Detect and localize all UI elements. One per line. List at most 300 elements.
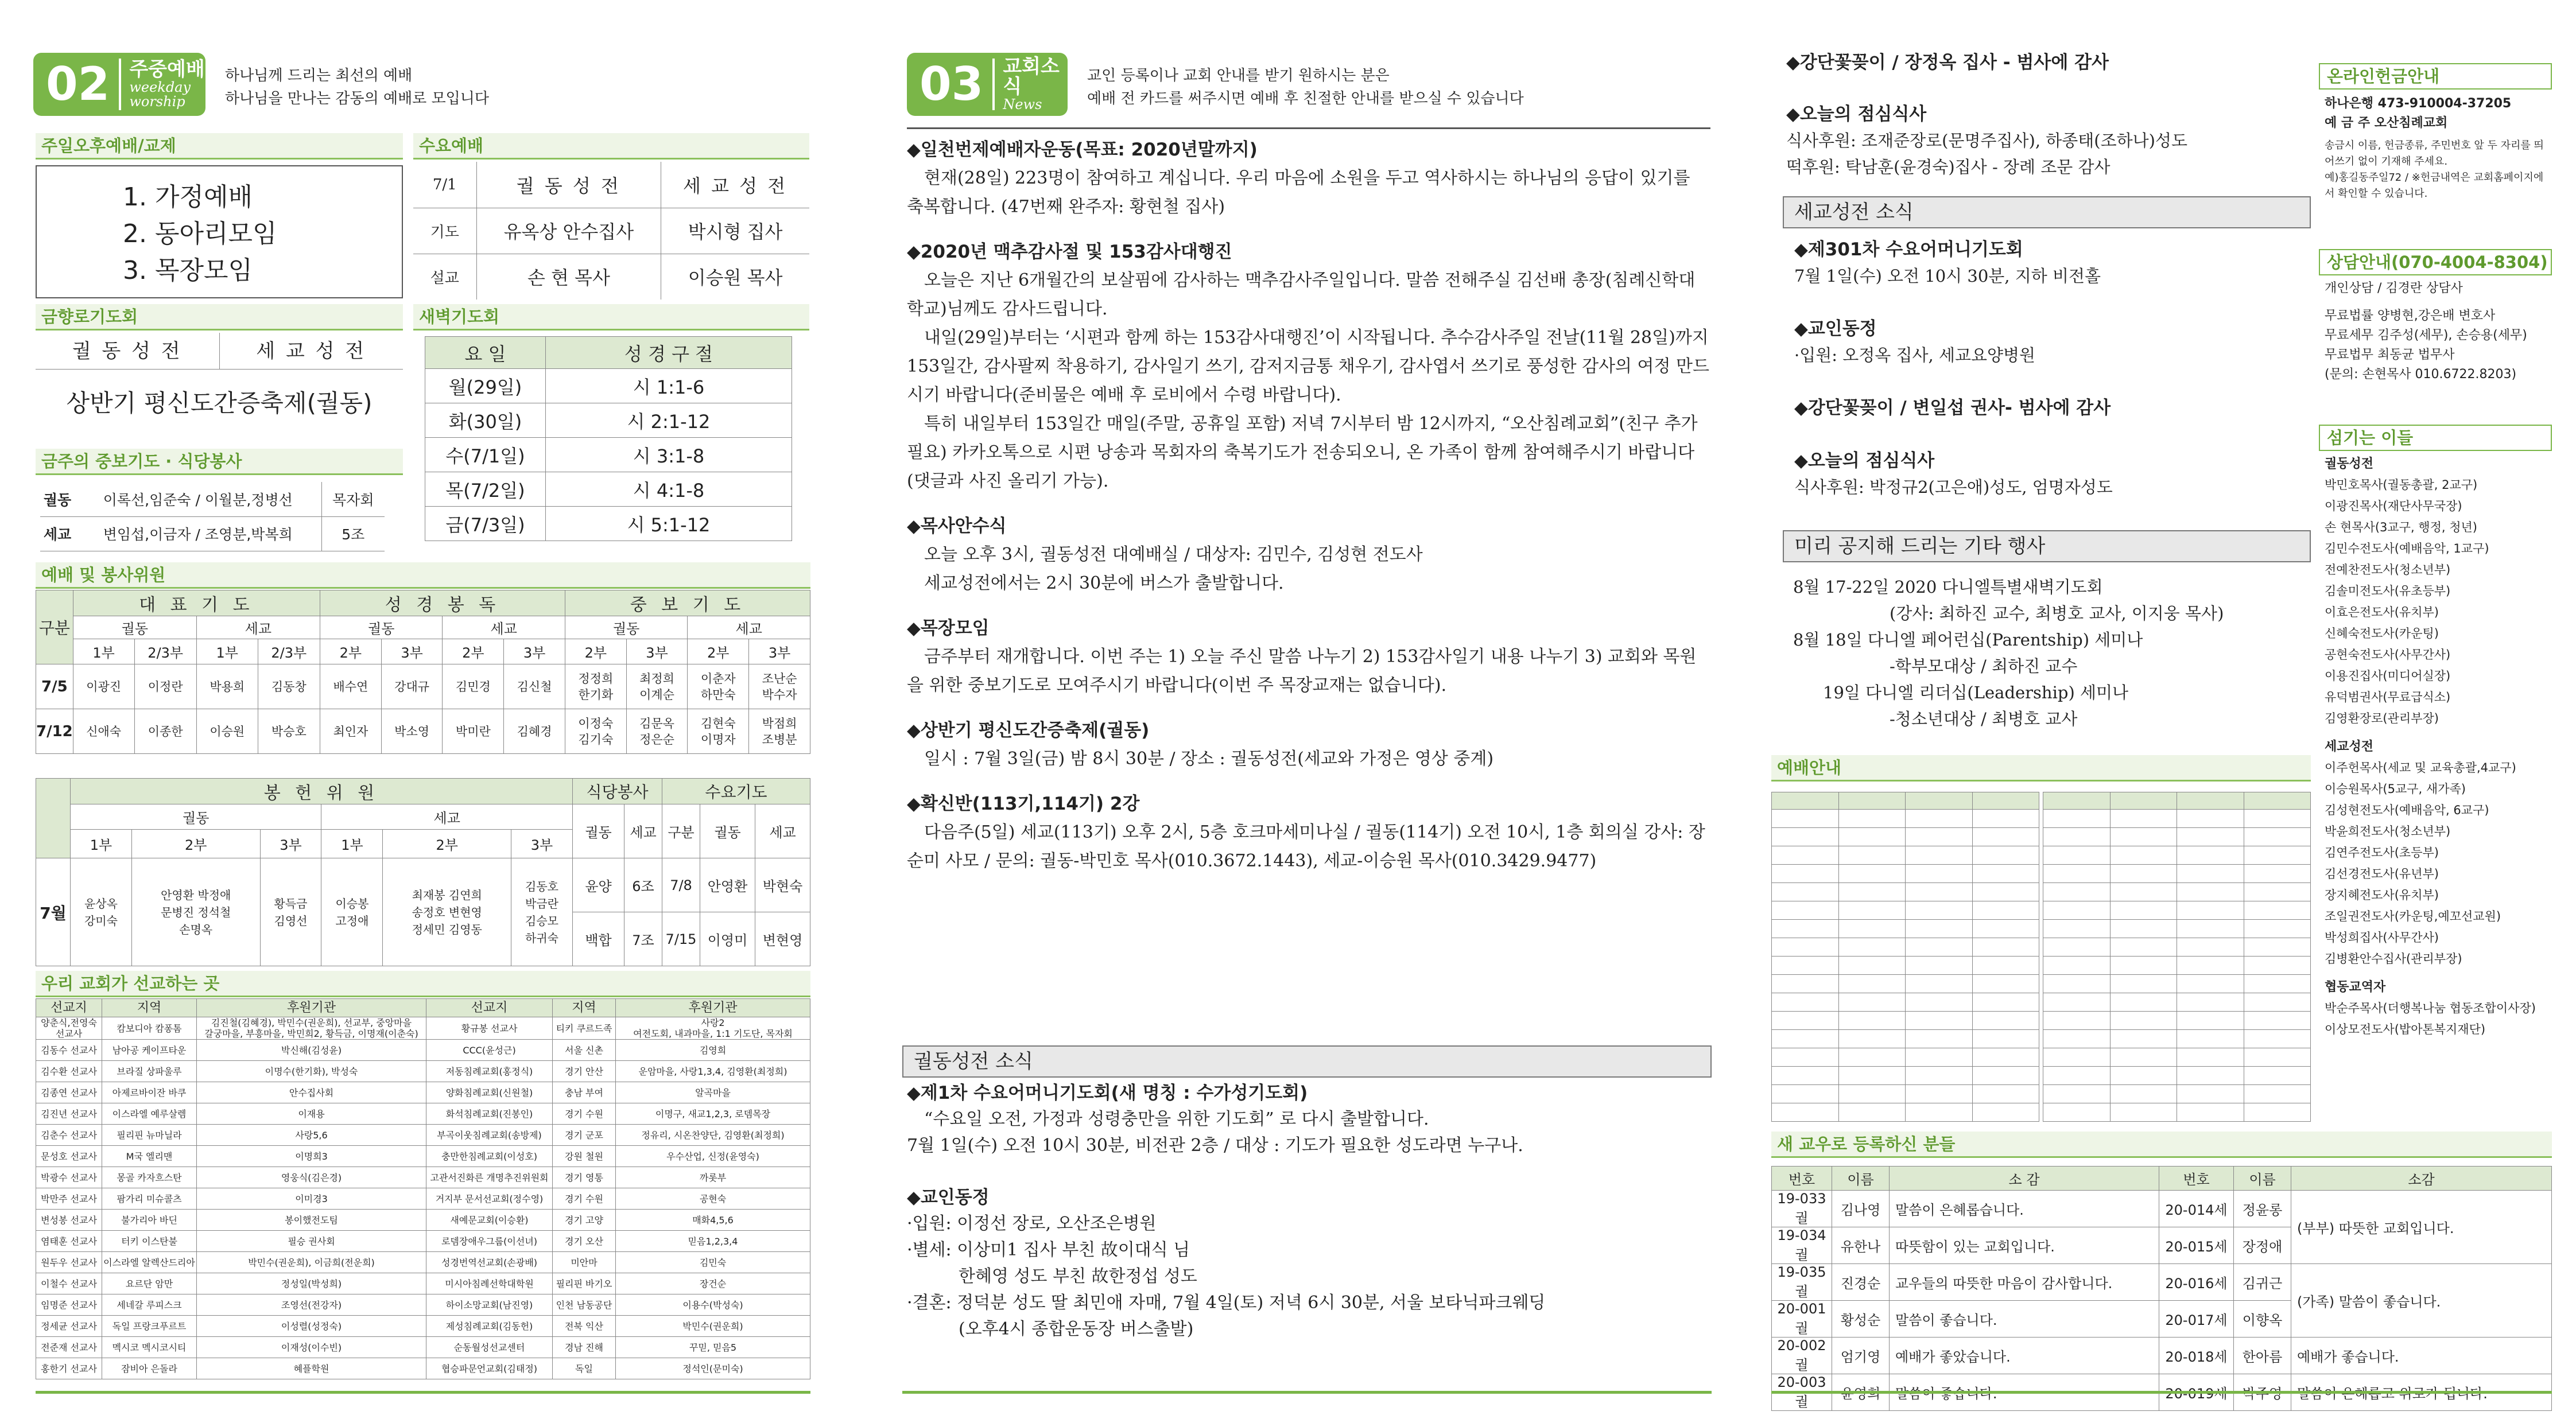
mission-cell: 이재성(이수빈) [197,1337,426,1358]
guide-cell [1772,846,1839,865]
news-title: ◆2020년 맥추감사절 및 153감사대행진 [907,242,1232,262]
svc-part: 3부 [504,639,565,664]
guide-cell [1972,1085,2039,1103]
guide-cell [2110,1048,2177,1067]
guide-cell [1906,901,1973,920]
meal-cell: 7조 [624,912,662,966]
guide-cell [2043,1085,2111,1103]
news-item [907,512,1710,598]
staff-member: 이광진목사(재단사무국장) [2325,499,2462,513]
mission-cell: 이명희3 [197,1146,426,1167]
online-offering-head: 온라인헌금안내 [2319,63,2552,90]
mission-cell: 미시아침례선학대학원 [426,1273,553,1294]
intro-line: 교인 등록이나 교회 안내를 받기 원하시는 분은 [1087,67,1390,84]
table-row [36,1210,810,1231]
mission-cell: 이용수(박성숙) [616,1294,810,1316]
newmember-cell: 20-015세 [2159,1227,2234,1264]
news-title: ◆목장모임 [907,618,990,639]
staff-member: 김성현전도사(예배음악, 6교구) [2325,803,2489,817]
mission-cell: 김종연 선교사 [36,1082,102,1103]
guide-cell [2177,1067,2244,1085]
table-row [36,1316,810,1337]
wedprayer-date: 7/8 [662,858,700,912]
guide-cell [2043,901,2111,920]
mission-cell: 터키 이스탄불 [102,1231,197,1252]
guide-cell [1906,846,1973,865]
news-text: 7월 1일(수) 오전 10시 30분, 지하 비전홀 [1794,266,2101,286]
mission-cell: 경기 수원 [553,1188,616,1210]
news-title: ◆제301차 수요어머니기도회 [1794,239,2023,260]
mission-cell: 꾸믿, 믿음5 [616,1337,810,1358]
guide-cell [2110,993,2177,1012]
news-text: “수요일 오전, 가정과 성령충만을 위한 기도회” 로 다시 출발합니다. [924,1109,1429,1129]
newmember-note: (부부) 따뜻한 교회입니다. [2291,1191,2552,1264]
guide-cell [1772,792,1839,810]
mission-cell: 고관서진화른 개명추진위원회 [426,1167,553,1188]
guide-cell [1906,1030,1973,1048]
table-row [36,1082,810,1103]
mission-cell: 이스라엘 예루살렘 [102,1103,197,1125]
mission-cell: 남아공 케이프타운 [102,1040,197,1061]
table-row [36,1040,810,1061]
guide-row [1772,938,2039,957]
guide-cell [1772,1048,1839,1067]
guide-cell [2177,938,2244,957]
staff-group: 세교성전 [2325,740,2374,754]
offering-month: 7월 [36,858,71,966]
mission-cell: 충만한침례교회(이성호) [426,1146,553,1167]
mission-cell: 염태훈 선교사 [36,1231,102,1252]
guide-cell [1906,1048,1973,1067]
staff-member: 이주헌목사(세교 및 교육총괄,4교구) [2325,761,2516,775]
consult-info [2325,279,2548,384]
guide-cell [2177,993,2244,1012]
svc-head: 중 보 기 도 [565,590,810,616]
guide-cell [1772,920,1839,938]
news-title: ◆오늘의 점심식사 [1794,450,1935,471]
sunday-box [36,165,403,298]
svc-subhead: 세교 [321,804,573,830]
guide-row [2043,828,2311,846]
online-offering [2325,94,2548,202]
guide-row [2043,993,2311,1012]
mission-cell: 김수환 선교사 [36,1061,102,1082]
bank-account: 하나은행 473-910004-37205 [2325,96,2512,111]
svc-name: 배수연 [320,664,382,709]
guide-cell [1972,1030,2039,1048]
news-title: ◆상반기 평신도간증축제(궐동) [907,720,1150,741]
svc-name: 정정희 한기화 [565,664,626,709]
guide-cell [2177,883,2244,901]
mission-cell: 독일 [553,1358,616,1379]
staff-member: 김영환장로(관리부장) [2325,711,2439,725]
section-number: 02 [33,59,121,110]
newmembers-head: 새 교우로 등록하신 분들 [1771,1132,2552,1158]
guide-cell [2244,975,2311,993]
mission-cell: M국 엘리맨 [102,1146,197,1167]
mission-head: 우리 교회가 선교하는 곳 [36,971,810,997]
guide-cell [1906,792,1973,810]
mission-cell: 까롯부 [616,1167,810,1188]
prayer-site: 세교 [43,526,72,543]
guide-cell [1838,828,1906,846]
svc-part: 2부 [131,830,260,858]
mission-cell: 서울 신촌 [553,1040,616,1061]
guide-cell [2110,901,2177,920]
intro-line: 하나님을 만나는 감동의 예배로 모입니다 [225,90,490,107]
news-text: 식사후원: 박정규2(고은애)성도, 엄명자성도 [1794,477,2113,497]
staff-member: 손 현목사(3교구, 행정, 청년) [2325,520,2477,534]
gwondong-news [907,1080,1710,1343]
svc-name: 김현숙 이명자 [688,709,749,754]
svc-name: 최인자 [320,709,382,754]
guide-cell [1972,901,2039,920]
guide-cell [2043,883,2111,901]
offering-names: 안영환 박정애 문병진 정석철 손명옥 [131,858,260,966]
mission-cell: 박민수(권운희), 이금희(전운희) [197,1252,426,1273]
svc-name: 김동창 [258,664,320,709]
mission-cell: 이재용 [197,1103,426,1125]
flower-note: ◆강단꽃꽂이 / 변일섭 권사- 범사에 감사 [1794,398,2111,418]
wedprayer-cell: 이영미 [700,912,755,966]
staff-member: 이효은전도사(유치부) [2325,605,2439,619]
preview-line: 8월 18일 다니엘 페어런십(Parentship) 세미나 [1793,630,2143,650]
guide-cell [1838,975,1906,993]
newmember-cell: 19-035궐 [1772,1264,1832,1301]
mission-cell: 강원 철원 [553,1146,616,1167]
guide-cell [1906,975,1973,993]
svc-name: 신애숙 [73,709,134,754]
section-badge-02 [33,53,205,116]
news-text: 금주부터 재개합니다. 이번 주는 1) 오늘 주신 말씀 나누기 2) 153감사일기 내용 나누기 3) 교회와 목원을 위한 중보기도로 모여주시기 바랍니다(이번 주 목장교재는 없습니다). [907,647,1697,695]
mission-cell: 김진철(김혜경), 박민수(권운희), 선교부, 중앙마을 갈궁마을, 부흥마을, 박민희2, 황득금, 이명재(이춘숙) [197,1017,426,1040]
guide-row [1772,975,2039,993]
newmember-cell: 예배가 좋았습니다. [1890,1338,2159,1374]
newmember-cell: 20-001궐 [1772,1301,1832,1338]
guide-cell [1772,828,1839,846]
newmember-cell: 황성순 [1832,1301,1890,1338]
friday-event: 상반기 평신도간증축제(궐동) [66,389,373,417]
guide-row [2043,975,2311,993]
svc-head: 성 경 봉 독 [320,590,565,616]
service-table [36,590,810,754]
guide-cell [2043,828,2111,846]
gwondong-head: 궐동성전 소식 [902,1045,1712,1078]
guide-cell [2177,1030,2244,1048]
guide-row [2043,957,2311,975]
guide-cell [1972,1067,2039,1085]
section-intro [1087,64,1524,110]
guide-table-segyo [2043,792,2311,1122]
guide-cell [2043,810,2111,828]
guide-row [1772,1030,2039,1048]
guide-cell [1838,792,1906,810]
guide-cell [2177,920,2244,938]
prayer-table [40,482,385,551]
offering-names: 최재봉 김연희 송정호 변현영 정세민 김영동 [383,858,511,966]
guide-cell [2043,993,2111,1012]
newmember-cell: 장정애 [2234,1227,2291,1264]
mission-col: 후원기관 [616,999,810,1017]
news-text: 떡후원: 탁남훈(윤경숙)집사 - 장례 조문 감사 [1786,157,2111,177]
mission-cell: 김진년 선교사 [36,1103,102,1125]
offering-names: 이승봉 고정애 [321,858,383,966]
news-text: ·별세: 이상미1 집사 부친 故이대식 님 [907,1240,1190,1260]
guide-cell [2043,920,2111,938]
newmember-note: 말씀이 은혜롭고 위로가 됩니다. [2291,1374,2552,1411]
guide-cell [1906,1067,1973,1085]
news-title: ◆확신반(113기,114기) 2강 [907,794,1140,814]
newmember-cell: 윤영희 [1832,1374,1890,1411]
news-text: 식사후원: 조재준장로(문명주집사), 하종태(조하나)성도 [1786,131,2187,150]
svc-part: 2/3부 [258,639,320,664]
mission-cell: 전북 익산 [553,1316,616,1337]
mission-cell: 이명구, 새교1,2,3, 로뎀목장 [616,1103,810,1125]
guide-row [1772,1085,2039,1103]
guide-cell [2244,993,2311,1012]
offering-head: 봉 헌 위 원 [71,779,573,804]
section-intro [225,64,489,110]
wed-date: 7/1 [413,162,476,208]
table-row [36,1061,810,1082]
news-text: 한혜영 성도 부친 故한정섭 성도 [907,1266,1197,1286]
mission-cell: 박신해(김성윤) [197,1040,426,1061]
svc-part: 3부 [381,639,443,664]
guide-row [2043,1103,2311,1122]
svc-part: 3부 [511,830,573,858]
svc-part: 1부 [71,830,132,858]
newmember-cell: 20-017세 [2159,1301,2234,1338]
guide-cell [2110,846,2177,865]
staff-member: 장지혜전도사(유치부) [2325,888,2439,902]
guide-table-gwondong [1771,792,2039,1122]
staff-member: 박윤희전도사(청소년부) [2325,825,2451,838]
news-text: 오늘 오후 3시, 궐동성전 대예배실 / 대상자: 김민수, 김성현 전도사 [924,545,1423,565]
section-title: 주중예배 [129,57,205,81]
news-list [907,135,1710,876]
news-text: 일시 : 7월 3일(금) 밤 8시 30분 / 장소 : 궐동성전(세교와 가정은 영상 중계) [924,749,1494,769]
news-item [907,716,1710,773]
mission-cell: 매화4,5,6 [616,1210,810,1231]
guide-cell [1972,957,2039,975]
guide-cell [2177,1012,2244,1030]
guide-cell [2244,810,2311,828]
newmember-cell: 정윤롱 [2234,1191,2291,1227]
mission-cell: 황규봉 선교사 [426,1017,553,1040]
guide-row [2043,920,2311,938]
guide-cell [1972,1103,2039,1122]
staff-member: 전예찬전도사(청소년부) [2325,563,2451,577]
guide-cell [1972,810,2039,828]
dawn-col: 요 일 [425,337,546,369]
news-title: ◆제1차 수요어머니기도회(새 명칭 : 수가성기도회) [907,1083,1308,1103]
wed-label: 설교 [430,269,459,287]
guide-row [1772,828,2039,846]
guide-cell [1972,883,2039,901]
mission-cell: 필리핀 뉴마닐라 [102,1125,197,1146]
staff-member: 공현숙전도사(사무간사) [2325,648,2451,662]
news-title: ◆교인동정 [1794,318,1877,339]
guide-cell [1838,1012,1906,1030]
guide-row [2043,1048,2311,1067]
preview-line: 19일 다니엘 리더십(Leadership) 세미나 [1823,683,2129,702]
preview-head: 미리 공지해 드리는 기타 행사 [1783,530,2311,562]
guide-cell [1906,938,1973,957]
consult-line: 무료법무 최동균 법무사 [2325,348,2455,362]
mission-cell: 티키 쿠르드족 [553,1017,616,1040]
wedprayer-cell: 변현영 [755,912,810,966]
svc-name: 김혜경 [504,709,565,754]
guide-row [2043,1067,2311,1085]
newmember-cell: 한아름 [2234,1338,2291,1374]
svc-name: 김신철 [504,664,565,709]
guide-cell [2177,901,2244,920]
mission-cell: 이성렬(성정숙) [197,1316,426,1337]
wed-col: 궐 동 성 전 [476,162,661,208]
svc-name: 박점희 조병분 [749,709,810,754]
guide-cell [1772,993,1839,1012]
mission-cell: 봉이했전도팀 [197,1210,426,1231]
staff-member: 김선경전도사(유년부) [2325,867,2439,881]
newmember-cell: 19-034궐 [1772,1227,1832,1264]
mission-col: 지역 [102,999,197,1017]
svc-subhead: 구분 [662,804,700,858]
guide-cell [1972,1012,2039,1030]
dawn-col: 성 경 구 절 [546,337,792,369]
guide-cell [1972,1048,2039,1067]
service-head: 예배 및 봉사위원 [36,562,810,589]
svc-subhead: 세교 [755,804,810,858]
dawn-day: 금(7/3일) [425,507,546,541]
guide-cell [2177,957,2244,975]
prayer-names: 이록선,임준숙 / 이월분,정병선 [75,482,321,516]
guide-cell [2177,810,2244,828]
svc-part: 2부 [688,639,749,664]
mission-cell: 충남 부여 [553,1082,616,1103]
segyo-head: 세교성전 소식 [1783,196,2311,228]
guide-cell [2110,865,2177,883]
mission-cell: 사랑5,6 [197,1125,426,1146]
guide-cell [2177,975,2244,993]
mission-cell: 부곡이웃침례교회(송방제) [426,1125,553,1146]
mission-table [36,998,810,1379]
staff-head: 섬기는 이들 [2319,425,2552,451]
wed-col: 세 교 성 전 [661,162,809,208]
table-row [36,1103,810,1125]
guide-cell [2110,957,2177,975]
friday-col: 궐 동 성 전 [36,333,220,369]
dawn-verse: 시 4:1-8 [546,472,792,507]
mission-cell: 하이소망교회(남진영) [426,1294,553,1316]
guide-cell [2244,1048,2311,1067]
guide-cell [2043,975,2111,993]
staff-member: 김민수전도사(예배음악, 1교구) [2325,542,2489,555]
table-row [36,1146,810,1167]
preview-line: -청소년대상 / 최병호 교사 [1890,709,2078,729]
news-text: ·입원: 오정옥 집사, 세교요양병원 [1794,345,2036,365]
guide-cell [1906,993,1973,1012]
newmembers-col: 이름 [1832,1167,1890,1191]
guide-cell [2043,1030,2111,1048]
newmember-cell: 김귀근 [2234,1264,2291,1301]
svc-subhead: 궐동 [700,804,755,858]
newmember-cell: 엄기영 [1832,1338,1890,1374]
guide-cell [1838,1085,1906,1103]
table-row [36,1017,810,1040]
newmember-cell: 말씀이 은혜롭습니다. [1890,1191,2159,1227]
mission-col: 선교지 [426,999,553,1017]
mission-cell: 경남 진해 [553,1337,616,1358]
guide-cell [1972,920,2039,938]
guide-cell [1772,957,1839,975]
mission-cell: 경기 고양 [553,1210,616,1231]
prayer-site: 궐동 [43,491,72,508]
guide-cell [2244,1103,2311,1122]
guide-cell [1772,938,1839,957]
mission-cell: 몽골 카자흐스탄 [102,1167,197,1188]
newmember-cell: 말씀이 좋습니다. [1890,1374,2159,1411]
newmember-cell: 20-002궐 [1772,1338,1832,1374]
consult-line: 무료법률 양병현,강은배 변호사 [2325,309,2496,323]
section-subtitle: weekday worship [129,79,191,110]
svc-name: 강대규 [381,664,443,709]
news-text: 내일(29일)부터는 ‘시편과 함께 하는 153감사대행진’이 시작됩니다. 추수감사주일 전날(11월 28일)까지 153일간, 감사팔찌 착용하기, 감사일기 쓰기, 감저지금통 채우기, 감사엽서 쓰기로 풍성한 감사의 여정 만드시기 바랍니다(준비물은 예배 후 로비에서 수령 바랍니다). [907,328,1710,405]
guide-cell [2177,1085,2244,1103]
svc-name: 이종한 [134,709,196,754]
mission-cell: 임명준 선교사 [36,1294,102,1316]
guide-cell [2110,1012,2177,1030]
mission-cell: 인천 남동공단 [553,1294,616,1316]
mission-cell: 경기 군포 [553,1125,616,1146]
guide-row [1772,920,2039,938]
wedprayer-date: 7/15 [662,912,700,966]
news-text: 특히 내일부터 153일간 매일(주말, 공휴일 포함) 저녁 7시부터 밤 12시까지, “오산침례교회”(친구 추가 필요) 카카오톡으로 시편 낭송과 목회자의 축복기도가 전송되오니, 온 가족이 함께 참여해주시기 바랍니다(댓글과 사진 올리기 가능). [907,414,1698,491]
mission-cell: 혜플학원 [197,1358,426,1379]
guide-cell [2110,1103,2177,1122]
staff-member: 박민호목사(궐동총괄, 2교구) [2325,478,2478,492]
staff-member: 조일권전도사(카운팅,예꼬선교원) [2325,909,2501,923]
news-text: 7월 1일(수) 오전 10시 30분, 비전관 2층 / 대상 : 기도가 필요한 성도라면 누구나. [907,1136,1523,1156]
mission-cell: 원두우 선교사 [36,1252,102,1273]
staff-member: 김병환안수집사(관리부장) [2325,952,2462,966]
newmembers-table [1771,1166,2552,1411]
mission-cell: 문성호 선교사 [36,1146,102,1167]
mission-cell: 우수산업, 신정(윤영숙) [616,1146,810,1167]
mission-cell: 경기 수원 [553,1103,616,1125]
wed-cell: 이승원 목사 [688,267,783,289]
offering-table [36,778,810,966]
news-text: ·입원: 이정선 장로, 오산조은병원 [907,1214,1157,1234]
guide-cell [1906,1103,1973,1122]
mission-cell: 순동월성선교센터 [426,1337,553,1358]
preview-line: -학부모대상 / 최하진 교수 [1890,656,2078,676]
guide-cell [1838,957,1906,975]
guide-cell [1772,865,1839,883]
svc-subhead: 궐동 [73,616,196,639]
wedprayer-head: 수요기도 [662,779,810,804]
newmember-cell: 이향옥 [2234,1301,2291,1338]
staff-member: 유덕범권사(무료급식소) [2325,690,2451,704]
guide-cell [1838,901,1906,920]
svc-part: 2부 [443,639,504,664]
svc-name: 박용희 [196,664,258,709]
news-text: ·결혼: 정덕분 성도 딸 최민애 자매, 7월 4일(토) 저녁 6시 30분, 서울 보타닉파크웨딩 [907,1293,1546,1313]
mission-cell: 협승파문언교회(김태정) [426,1358,553,1379]
mission-cell: 홍한기 선교사 [36,1358,102,1379]
blank [36,779,71,858]
newmember-cell: 따뜻함이 있는 교회입니다. [1890,1227,2159,1264]
news-text: 세교성전에서는 2시 30분에 버스가 출발합니다. [924,573,1284,593]
